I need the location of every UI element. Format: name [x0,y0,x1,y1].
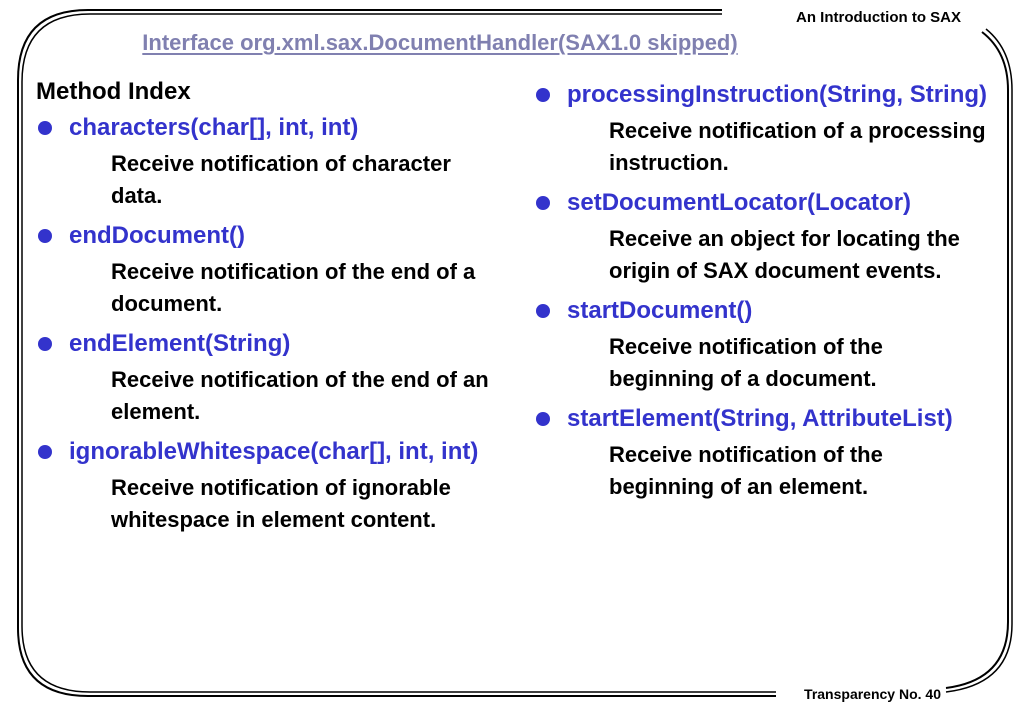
description-text: Receive notification of the end of a document. [111,259,476,316]
method-index-heading: Method Index [36,78,191,105]
method-item [36,219,506,253]
description-text: Receive an object for locating the origin of SAX document events. [609,226,960,283]
method-description [36,148,506,212]
method-description [534,115,989,179]
method-name: startDocument() [567,297,753,324]
bullet-icon [536,304,550,318]
header-title: An Introduction to SAX [796,9,961,26]
method-description [534,331,989,395]
method-item [36,327,506,361]
description-text: Receive notification of character data. [111,151,451,208]
bullet-icon [536,88,550,102]
method-name: endDocument() [69,222,245,249]
method-name: endElement(String) [69,330,291,357]
description-text: Receive notification of a processing instruction. [609,118,986,175]
right-column [534,76,989,510]
method-item [36,111,506,145]
footer-label: Transparency No. 40 [804,686,941,702]
bullet-icon [38,229,52,243]
method-item [534,294,989,328]
method-name: setDocumentLocator(Locator) [567,189,912,216]
description-text: Receive notification of the beginning of an element. [609,442,883,499]
method-item [534,402,989,436]
bullet-icon [38,445,52,459]
method-item [36,435,506,469]
slide-title: Interface org.xml.sax.DocumentHandler(SAX1.0 skipped) [142,30,738,55]
method-description [36,472,506,536]
method-description [36,256,506,320]
left-column [36,76,506,543]
method-name: ignorableWhitespace(char[], int, int) [69,438,479,465]
method-name: processingInstruction(String, String) [567,81,988,108]
bullet-icon [38,121,52,135]
method-description [534,223,989,287]
method-description [36,364,506,428]
bullet-icon [536,412,550,426]
method-item [534,78,989,112]
description-text: Receive notification of ignorable whitespace in element content. [111,475,451,532]
method-item [534,186,989,220]
bullet-icon [536,196,550,210]
description-text: Receive notification of the end of an element. [111,367,489,424]
method-name: startElement(String, AttributeList) [567,405,953,432]
method-description [534,439,989,503]
description-text: Receive notification of the beginning of a document. [609,334,883,391]
bullet-icon [38,337,52,351]
method-name: characters(char[], int, int) [69,114,359,141]
